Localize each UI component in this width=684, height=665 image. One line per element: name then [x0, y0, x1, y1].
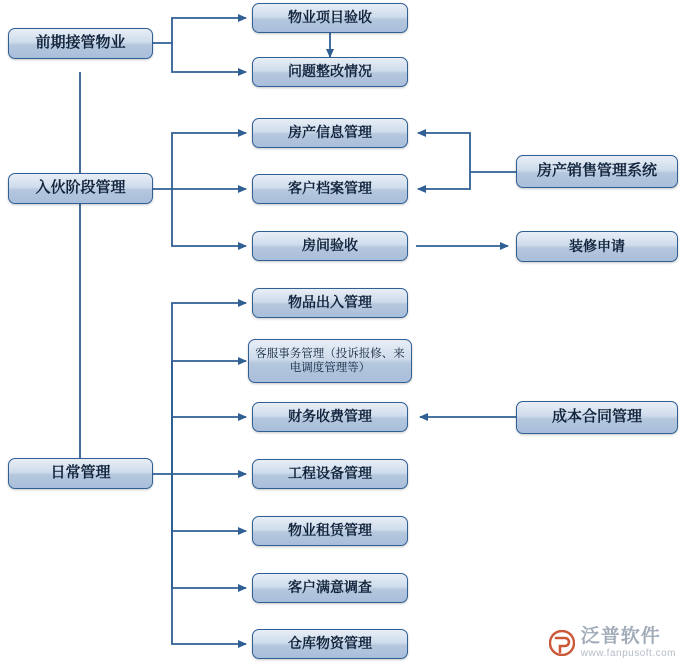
system-property-sales-label: 房产销售管理系统: [536, 162, 657, 180]
module-customer-satisfaction-label: 客户满意调查: [288, 579, 372, 596]
module-engineering-equipment-label: 工程设备管理: [288, 465, 372, 482]
module-property-lease-label: 物业租赁管理: [288, 522, 372, 539]
watermark-url: www.fanpusoft.com: [580, 648, 676, 659]
module-customer-satisfaction[interactable]: [252, 573, 408, 603]
module-property-info-label: 房产信息管理: [288, 124, 372, 141]
module-property-info[interactable]: [252, 118, 408, 148]
stage-pre-takeover-label: 前期接管物业: [35, 34, 126, 52]
module-goods-in-out-label: 物品出入管理: [288, 294, 372, 311]
module-customer-file-label: 客户档案管理: [288, 180, 372, 197]
module-customer-file[interactable]: [252, 174, 408, 204]
watermark-brand: 泛普软件: [580, 626, 661, 648]
module-room-acceptance[interactable]: [252, 231, 408, 261]
stage-daily-label: 日常管理: [50, 464, 111, 482]
module-property-lease[interactable]: [252, 516, 408, 546]
stage-pre-takeover[interactable]: [8, 28, 153, 59]
module-customer-service-label: 客服事务管理（投诉报修、来电调度管理等）: [255, 347, 405, 374]
fanpu-logo-icon: [549, 630, 575, 656]
system-cost-contract[interactable]: [516, 401, 678, 434]
system-property-sales[interactable]: [516, 155, 678, 188]
module-room-acceptance-label: 房间验收: [302, 237, 358, 254]
watermark: [549, 627, 676, 659]
system-decoration-application-label: 装修申请: [569, 237, 625, 254]
system-cost-contract-label: 成本合同管理: [551, 408, 642, 426]
module-project-acceptance[interactable]: [252, 3, 408, 33]
module-problem-rectification[interactable]: [252, 57, 408, 87]
module-goods-in-out[interactable]: [252, 288, 408, 318]
module-engineering-equipment[interactable]: [252, 459, 408, 489]
module-finance-charge-label: 财务收费管理: [288, 408, 372, 425]
module-project-acceptance-label: 物业项目验收: [288, 9, 372, 26]
module-finance-charge[interactable]: [252, 402, 408, 432]
stage-move-in-label: 入伙阶段管理: [35, 179, 126, 197]
module-warehouse-material-label: 仓库物资管理: [288, 635, 372, 652]
module-customer-service[interactable]: [248, 339, 412, 383]
module-warehouse-material[interactable]: [252, 629, 408, 659]
stage-move-in[interactable]: [8, 173, 153, 204]
watermark-text: [581, 627, 676, 659]
stage-daily[interactable]: [8, 458, 153, 489]
system-decoration-application[interactable]: [516, 231, 678, 262]
module-problem-rectification-label: 问题整改情况: [288, 63, 372, 80]
